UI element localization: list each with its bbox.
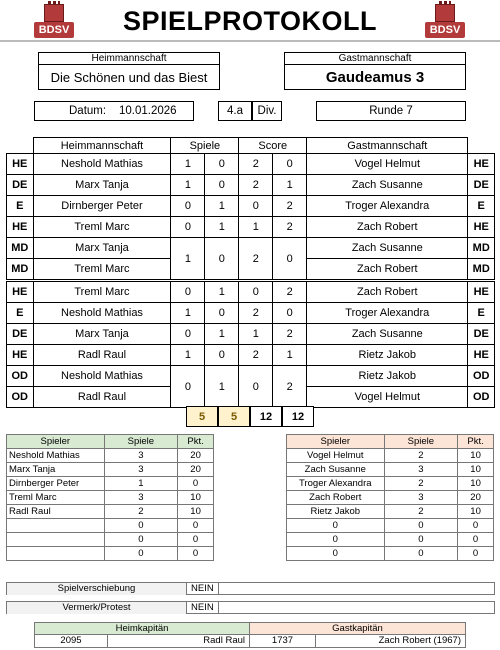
stats-games: 0 bbox=[104, 533, 178, 547]
home-stats-player-header: Spieler bbox=[7, 435, 105, 449]
stats-player bbox=[7, 519, 105, 533]
match-g2: 1 bbox=[205, 217, 239, 238]
match-s2: 2 bbox=[273, 324, 307, 345]
match-row bbox=[7, 345, 495, 366]
stats-player: Dirnberger Peter bbox=[7, 477, 105, 491]
match-s1: 0 bbox=[239, 196, 273, 217]
match-s1: 0 bbox=[239, 366, 273, 408]
home-player: Radl Raul bbox=[33, 387, 171, 408]
away-player: Troger Alexandra bbox=[307, 196, 468, 217]
stats-points: 0 bbox=[458, 533, 494, 547]
away-team-label: Gastmannschaft bbox=[284, 52, 466, 65]
stats-games: 0 bbox=[104, 547, 178, 561]
stats-player: 0 bbox=[287, 547, 385, 561]
stats-player: Zach Robert bbox=[287, 491, 385, 505]
stats-points: 20 bbox=[458, 491, 494, 505]
match-code: HE bbox=[468, 345, 495, 366]
match-code: MD bbox=[7, 238, 34, 259]
match-row bbox=[7, 154, 495, 175]
stats-row bbox=[7, 449, 214, 463]
match-s2: 1 bbox=[273, 345, 307, 366]
away-player: Zach Susanne bbox=[307, 324, 468, 345]
stats-row bbox=[7, 463, 214, 477]
match-g2: 1 bbox=[205, 366, 239, 408]
away-captain-name: Zach Robert (1967) bbox=[316, 635, 466, 648]
logo-text: BDSV bbox=[425, 22, 465, 38]
stats-games: 0 bbox=[384, 547, 458, 561]
match-s2: 0 bbox=[273, 238, 307, 281]
match-code: HE bbox=[468, 154, 495, 175]
match-g1: 0 bbox=[171, 196, 205, 217]
match-g2: 0 bbox=[205, 154, 239, 175]
match-row bbox=[7, 324, 495, 345]
stats-games: 3 bbox=[384, 463, 458, 477]
col-away: Gastmannschaft bbox=[307, 138, 468, 154]
home-player: Neshold Mathias bbox=[33, 154, 171, 175]
stats-row bbox=[287, 491, 494, 505]
match-s2: 2 bbox=[273, 366, 307, 408]
stats-row bbox=[287, 463, 494, 477]
match-s2: 0 bbox=[273, 303, 307, 324]
stats-row bbox=[287, 547, 494, 561]
total-home-games: 5 bbox=[186, 406, 218, 427]
stats-row bbox=[287, 533, 494, 547]
away-player: Zach Susanne bbox=[307, 238, 468, 259]
home-player: Treml Marc bbox=[33, 259, 171, 281]
col-home: Heimmannschaft bbox=[33, 138, 171, 154]
stats-points: 20 bbox=[178, 449, 214, 463]
home-player: Neshold Mathias bbox=[33, 366, 171, 387]
match-s1: 2 bbox=[239, 238, 273, 281]
match-row bbox=[7, 175, 495, 196]
stats-games: 2 bbox=[104, 505, 178, 519]
stats-player bbox=[7, 547, 105, 561]
match-code: E bbox=[468, 196, 495, 217]
stats-player: 0 bbox=[287, 533, 385, 547]
protest-row bbox=[6, 601, 495, 614]
match-row bbox=[7, 281, 495, 303]
match-g2: 1 bbox=[205, 324, 239, 345]
match-code: OD bbox=[7, 387, 34, 408]
protest-value: NEIN bbox=[191, 602, 219, 614]
match-code: HE bbox=[468, 281, 495, 303]
match-code: OD bbox=[468, 366, 495, 387]
away-stats-table bbox=[286, 434, 494, 561]
stats-row bbox=[287, 449, 494, 463]
match-s1: 0 bbox=[239, 281, 273, 303]
match-code: E bbox=[7, 303, 34, 324]
stats-points: 0 bbox=[178, 477, 214, 491]
home-player: Neshold Mathias bbox=[33, 303, 171, 324]
match-row bbox=[7, 196, 495, 217]
home-captain-name: Radl Raul bbox=[108, 635, 250, 648]
captains-block bbox=[34, 622, 466, 648]
postpone-value: NEIN bbox=[191, 583, 219, 595]
match-g2: 0 bbox=[205, 303, 239, 324]
stats-games: 0 bbox=[384, 519, 458, 533]
match-code: E bbox=[7, 196, 34, 217]
match-s2: 0 bbox=[273, 154, 307, 175]
away-captain-label: Gastkapitän bbox=[250, 622, 466, 635]
match-code: HE bbox=[468, 217, 495, 238]
away-team-name: Gaudeamus 3 bbox=[284, 64, 466, 90]
match-code: E bbox=[468, 303, 495, 324]
stats-games: 1 bbox=[104, 477, 178, 491]
stats-player: Treml Marc bbox=[7, 491, 105, 505]
match-s2: 2 bbox=[273, 281, 307, 303]
match-g1: 0 bbox=[171, 324, 205, 345]
date-box bbox=[34, 101, 194, 121]
match-g1: 1 bbox=[171, 175, 205, 196]
match-row bbox=[7, 217, 495, 238]
match-g1: 1 bbox=[171, 154, 205, 175]
stats-row bbox=[287, 505, 494, 519]
away-player: Zach Susanne bbox=[307, 175, 468, 196]
stats-player bbox=[7, 533, 105, 547]
stats-games: 3 bbox=[104, 449, 178, 463]
away-player: Vogel Helmut bbox=[307, 387, 468, 408]
stats-points: 0 bbox=[178, 519, 214, 533]
home-team-name: Die Schönen und das Biest bbox=[38, 64, 220, 90]
match-code: OD bbox=[7, 366, 34, 387]
header-divider bbox=[0, 40, 500, 42]
round-box: Runde 7 bbox=[316, 101, 466, 121]
postpone-row bbox=[6, 582, 495, 595]
stats-row bbox=[7, 547, 214, 561]
match-g1: 0 bbox=[171, 281, 205, 303]
stats-row bbox=[287, 477, 494, 491]
match-s1: 1 bbox=[239, 324, 273, 345]
stats-player: Zach Susanne bbox=[287, 463, 385, 477]
stats-games: 3 bbox=[104, 463, 178, 477]
stats-games: 3 bbox=[104, 491, 178, 505]
match-s2: 1 bbox=[273, 175, 307, 196]
stats-games: 2 bbox=[384, 505, 458, 519]
match-code: HE bbox=[7, 281, 34, 303]
match-s1: 2 bbox=[239, 345, 273, 366]
stats-points: 10 bbox=[458, 477, 494, 491]
match-g1: 1 bbox=[171, 238, 205, 281]
match-g1: 0 bbox=[171, 366, 205, 408]
away-player: Zach Robert bbox=[307, 259, 468, 281]
stats-games: 0 bbox=[384, 533, 458, 547]
match-g1: 1 bbox=[171, 345, 205, 366]
match-code: HE bbox=[7, 217, 34, 238]
match-row bbox=[7, 366, 495, 387]
protest-label: Vermerk/Protest bbox=[7, 602, 187, 614]
away-player: Rietz Jakob bbox=[307, 366, 468, 387]
match-s1: 1 bbox=[239, 217, 273, 238]
match-s2: 2 bbox=[273, 217, 307, 238]
match-g2: 0 bbox=[205, 238, 239, 281]
stats-player: Vogel Helmut bbox=[287, 449, 385, 463]
stats-row bbox=[7, 533, 214, 547]
away-captain-id: 1737 bbox=[250, 635, 316, 648]
page-title: SPIELPROTOKOLL bbox=[122, 6, 378, 36]
home-player: Dirnberger Peter bbox=[33, 196, 171, 217]
match-code: DE bbox=[468, 324, 495, 345]
home-player: Treml Marc bbox=[33, 217, 171, 238]
match-g1: 1 bbox=[171, 303, 205, 324]
stats-points: 10 bbox=[458, 463, 494, 477]
match-code: MD bbox=[468, 238, 495, 259]
match-g2: 1 bbox=[205, 281, 239, 303]
logo-text: BDSV bbox=[34, 22, 74, 38]
postpone-label: Spielverschiebung bbox=[7, 583, 187, 595]
match-code: MD bbox=[468, 259, 495, 281]
match-code: OD bbox=[468, 387, 495, 408]
match-g1: 0 bbox=[171, 217, 205, 238]
total-away-games: 5 bbox=[218, 406, 250, 427]
match-code: DE bbox=[7, 324, 34, 345]
match-code: MD bbox=[7, 259, 34, 281]
stats-player: Troger Alexandra bbox=[287, 477, 385, 491]
away-stats-points-header: Pkt. bbox=[458, 435, 494, 449]
match-g2: 1 bbox=[205, 196, 239, 217]
match-s1: 2 bbox=[239, 303, 273, 324]
home-player: Radl Raul bbox=[33, 345, 171, 366]
stats-points: 0 bbox=[458, 547, 494, 561]
match-row bbox=[7, 238, 495, 259]
stats-points: 0 bbox=[458, 519, 494, 533]
stats-games: 0 bbox=[104, 519, 178, 533]
match-row bbox=[7, 303, 495, 324]
stats-player: Rietz Jakob bbox=[287, 505, 385, 519]
home-player: Marx Tanja bbox=[33, 238, 171, 259]
stats-games: 2 bbox=[384, 449, 458, 463]
stats-row bbox=[7, 519, 214, 533]
match-code: DE bbox=[7, 175, 34, 196]
home-captain-label: Heimkapitän bbox=[34, 622, 250, 635]
home-stats-points-header: Pkt. bbox=[178, 435, 214, 449]
stats-games: 3 bbox=[384, 491, 458, 505]
date-label: Datum: bbox=[69, 105, 107, 117]
match-code: HE bbox=[7, 154, 34, 175]
stats-points: 0 bbox=[178, 547, 214, 561]
date-value: 10.01.2026 bbox=[119, 105, 177, 117]
match-code: HE bbox=[7, 345, 34, 366]
stats-row bbox=[287, 519, 494, 533]
stats-row bbox=[7, 491, 214, 505]
col-score: Score bbox=[239, 138, 307, 154]
home-player: Marx Tanja bbox=[33, 175, 171, 196]
stats-row bbox=[7, 477, 214, 491]
away-player: Rietz Jakob bbox=[307, 345, 468, 366]
home-team-label: Heimmannschaft bbox=[38, 52, 220, 65]
away-player: Troger Alexandra bbox=[307, 303, 468, 324]
match-s1: 2 bbox=[239, 175, 273, 196]
col-games: Spiele bbox=[171, 138, 239, 154]
stats-player: Radl Raul bbox=[7, 505, 105, 519]
stats-player: Neshold Mathias bbox=[7, 449, 105, 463]
stats-games: 2 bbox=[384, 477, 458, 491]
away-player: Zach Robert bbox=[307, 217, 468, 238]
match-s2: 2 bbox=[273, 196, 307, 217]
stats-points: 10 bbox=[178, 491, 214, 505]
stats-player: 0 bbox=[287, 519, 385, 533]
home-stats-games-header: Spiele bbox=[104, 435, 178, 449]
total-home-score: 12 bbox=[250, 406, 282, 427]
home-stats-table bbox=[6, 434, 214, 561]
match-s1: 2 bbox=[239, 154, 273, 175]
bdsv-logo-right bbox=[425, 4, 465, 40]
away-player: Zach Robert bbox=[307, 281, 468, 303]
home-captain-id: 2095 bbox=[34, 635, 108, 648]
match-table bbox=[6, 137, 495, 408]
match-code: DE bbox=[468, 175, 495, 196]
match-g2: 0 bbox=[205, 345, 239, 366]
total-away-score: 12 bbox=[282, 406, 314, 427]
stats-points: 10 bbox=[178, 505, 214, 519]
away-stats-player-header: Spieler bbox=[287, 435, 385, 449]
stats-points: 10 bbox=[458, 505, 494, 519]
home-player: Treml Marc bbox=[33, 281, 171, 303]
stats-points: 10 bbox=[458, 449, 494, 463]
stats-points: 0 bbox=[178, 533, 214, 547]
stats-player: Marx Tanja bbox=[7, 463, 105, 477]
match-g2: 0 bbox=[205, 175, 239, 196]
stats-points: 20 bbox=[178, 463, 214, 477]
home-player: Marx Tanja bbox=[33, 324, 171, 345]
away-player: Vogel Helmut bbox=[307, 154, 468, 175]
division-label: Div. bbox=[252, 101, 282, 121]
stats-row bbox=[7, 505, 214, 519]
division-value: 4.a bbox=[218, 101, 252, 121]
away-stats-games-header: Spiele bbox=[384, 435, 458, 449]
